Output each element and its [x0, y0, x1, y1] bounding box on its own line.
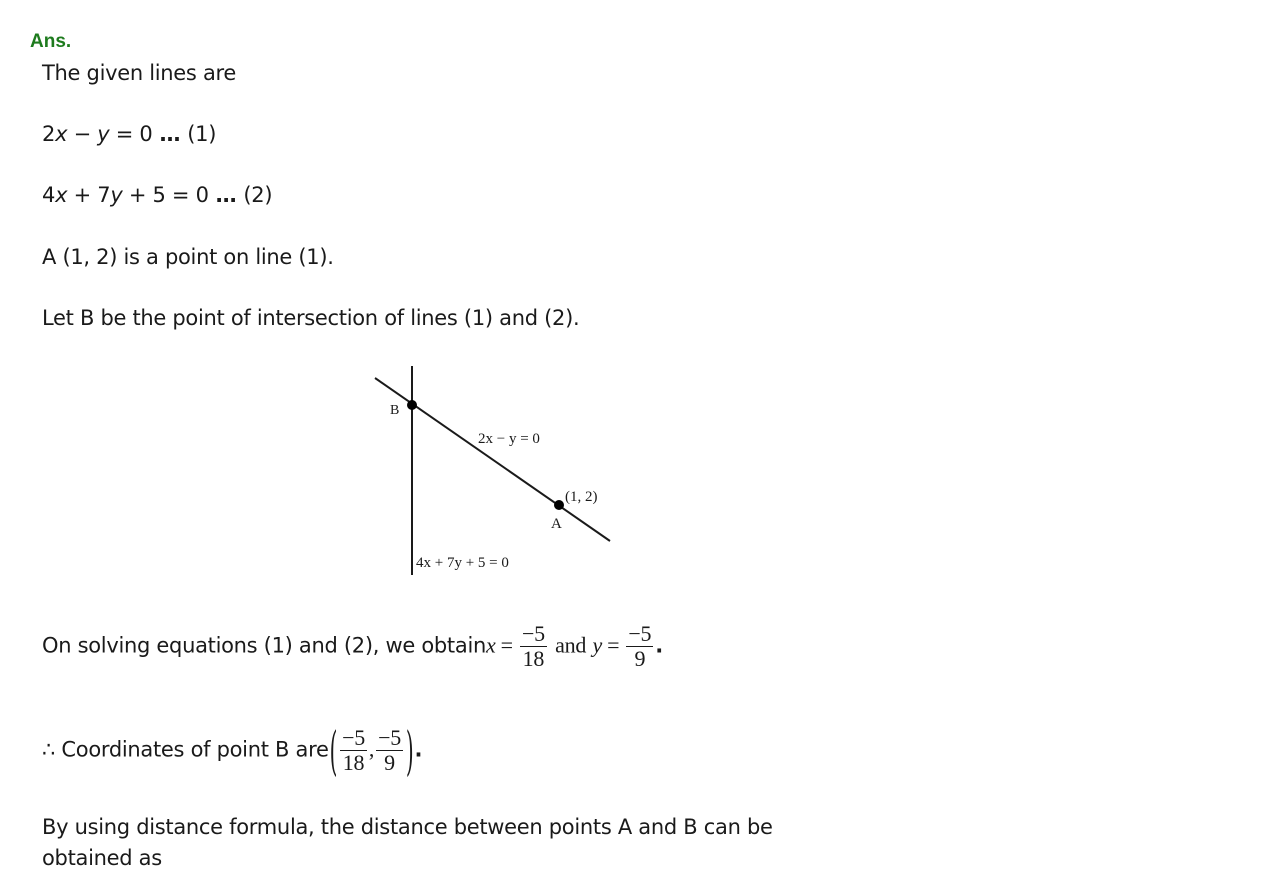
- coord-period: .: [414, 737, 423, 762]
- label-a-coords: (1, 2): [565, 489, 598, 505]
- label-b: B: [390, 403, 400, 418]
- coord-x-denominator: 18: [342, 750, 365, 775]
- eq1-var-x: x: [55, 122, 68, 146]
- answer-heading: Ans.: [30, 31, 72, 52]
- eq1-pre: 2: [42, 122, 56, 146]
- coord-comma: ,: [368, 736, 375, 762]
- coord-x-fraction: [340, 726, 367, 775]
- x-fraction: [520, 622, 547, 671]
- solving-and: and: [555, 632, 587, 658]
- x-numerator: −5: [521, 621, 545, 646]
- point-b-statement: Let B be the point of intersection of lines (1) and (2).: [42, 306, 580, 330]
- eq1-mid: −: [67, 122, 98, 146]
- eq2-var-y: y: [110, 183, 123, 207]
- point-b-dot: [407, 400, 417, 410]
- x-denominator: 18: [522, 646, 545, 671]
- eq2-post: + 5 = 0: [122, 183, 209, 207]
- label-line-1: 2x − y = 0: [478, 431, 540, 447]
- equation-1: [42, 121, 216, 147]
- solving-text: On solving equations (1) and (2), we obtain: [42, 633, 486, 658]
- eq1-post: = 0: [109, 122, 153, 146]
- eq2-tag: (2): [243, 183, 273, 207]
- intro-text: The given lines are: [42, 61, 237, 85]
- solving-period: .: [655, 633, 663, 658]
- eq1-tag: (1): [187, 122, 217, 146]
- label-line-2: 4x + 7y + 5 = 0: [416, 555, 509, 571]
- eq2-var-x: x: [55, 183, 68, 207]
- distance-line-1: By using distance formula, the distance between points A and B can be: [42, 815, 773, 839]
- eq1-var-y: y: [97, 122, 110, 146]
- eq2-pre: 4: [42, 183, 56, 207]
- y-fraction: [626, 622, 653, 671]
- coordinates-text: ∴ Coordinates of point B are: [42, 737, 329, 762]
- solving-x-var: x: [485, 632, 496, 658]
- point-a-dot: [554, 500, 564, 510]
- lines-diagram: [360, 360, 620, 585]
- right-paren: ): [405, 719, 414, 782]
- coord-y-fraction: [376, 726, 403, 775]
- coord-x-numerator: −5: [342, 725, 365, 750]
- y-numerator: −5: [628, 621, 652, 646]
- equation-2: [42, 182, 272, 208]
- eq1-dots: …: [152, 122, 188, 146]
- eq2-dots: …: [208, 183, 244, 207]
- solving-y-eq: =: [601, 632, 625, 658]
- left-paren: (: [329, 719, 338, 782]
- coord-y-numerator: −5: [378, 725, 401, 750]
- solving-x-eq: =: [495, 632, 518, 658]
- solving-line: [42, 622, 663, 671]
- coordinates-line: [42, 719, 423, 782]
- distance-line-2: obtained as: [42, 846, 162, 870]
- point-a-statement: A (1, 2) is a point on line (1).: [42, 245, 334, 269]
- y-denominator: 9: [634, 646, 646, 671]
- solving-y-var: y: [592, 632, 602, 658]
- coord-y-denominator: 9: [384, 750, 395, 775]
- label-a: A: [551, 516, 562, 532]
- eq2-mid: + 7: [67, 183, 111, 207]
